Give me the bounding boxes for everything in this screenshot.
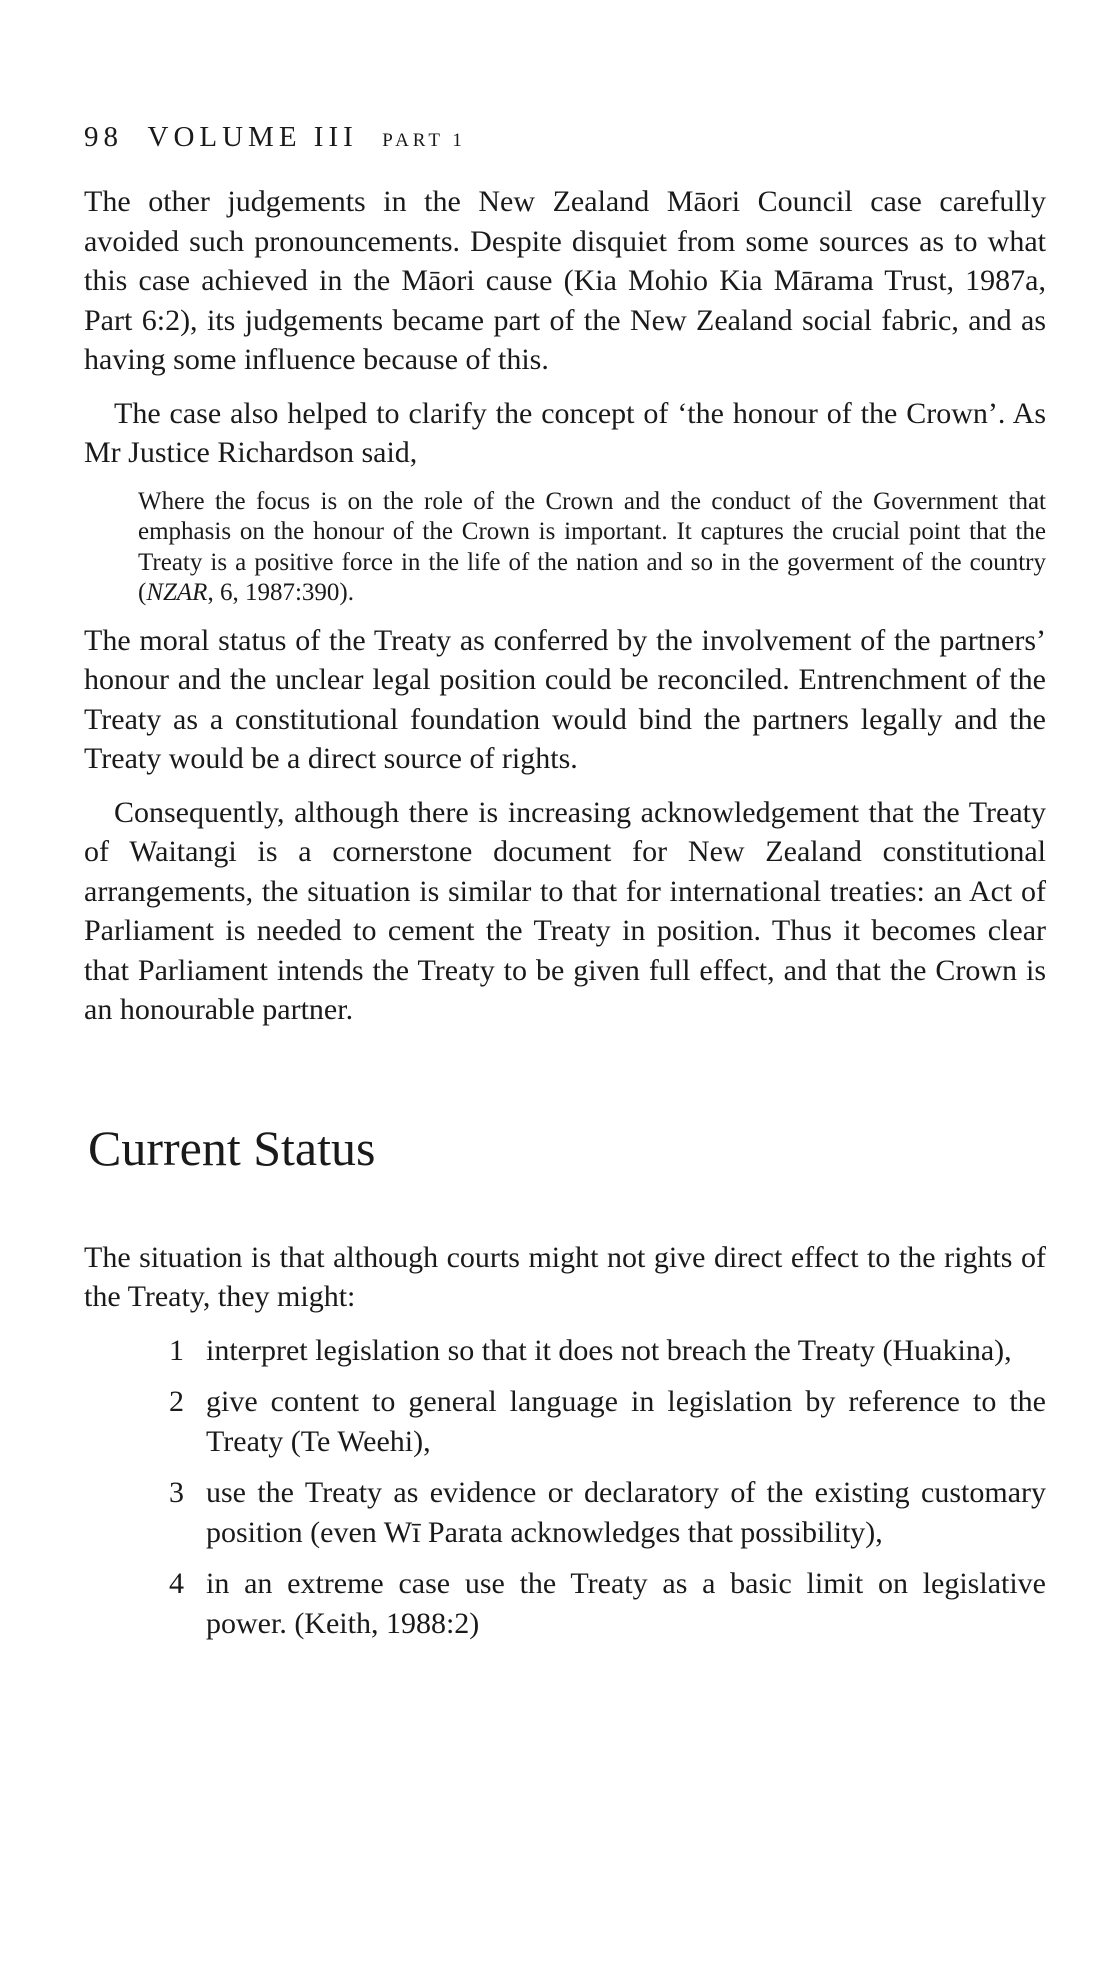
list-item-number: 2 (169, 1385, 184, 1418)
list-item (84, 1382, 1046, 1461)
running-head (84, 118, 1046, 160)
quote-text: Where the focus is on the role of the Crown and the conduct of the Government that emphasis on the honour of the Crown is important. It captures the crucial point that the Treaty is a positive force in the life of the nation and so in the goverment of the country ( (138, 487, 1046, 606)
page-number: 98 (84, 121, 123, 153)
list-item-text: in an extreme case use the Treaty as a basic limit on legislative power. (Keith, 1988:2) (206, 1567, 1046, 1640)
list-item (84, 1473, 1046, 1552)
list-item-number: 1 (169, 1333, 184, 1367)
volume-label: VOLUME III (147, 121, 358, 153)
paragraph-3: The moral status of the Treaty as conferred by the involvement of the partners’ honour and the unclear legal position could be reconciled. Entrenchment of the Treaty as a constitutional foundation would bind the partners legally and the Treaty would be a direct source of rights. (84, 623, 1046, 775)
section-heading: Current Status (88, 1119, 376, 1176)
part-label: PART 1 (382, 130, 466, 151)
quote-citation-italic: NZAR (146, 579, 208, 606)
list-item-number: 4 (169, 1567, 184, 1600)
paragraph-1: The other judgements in the New Zealand Māori Council case carefully avoided such pronouncements. Despite disquiet from some sources as to what this case achieved in the Māori cause (Kia Mohio Kia Mārama Trust, 1987a, Part 6:2), its judgements became part of the New Zealand social fabric, and as having some influence because of this. (84, 185, 1046, 376)
paragraph-4: Consequently, although there is increasing acknowledgement that the Treaty of Waitangi is a cornerstone document for New Zealand constitutional arrangements, the situation is similar to that for international treaties: an Act of Parliament is needed to cement the Treaty in position. Thus it becomes clear that Parliament intends the Treaty to be given full effect, and that the Crown is an honourable partner. (84, 795, 1046, 1026)
paragraph-2: The case also helped to clarify the concept of ‘the honour of the Crown’. As Mr Justice Richardson said, (84, 396, 1046, 469)
list-item-number: 3 (169, 1476, 184, 1509)
list-item-text: interpret legislation so that it does not breach the Treaty (Huakina), (206, 1333, 1012, 1367)
block-quote (138, 487, 1046, 609)
section-intro: The situation is that although courts might not give direct effect to the rights of the Treaty, they might: (84, 1240, 1046, 1313)
page (84, 118, 1046, 1655)
list-item-text: give content to general language in legislation by reference to the Treaty (Te Weehi), (206, 1385, 1046, 1458)
numbered-list (84, 1331, 1046, 1644)
list-item-text: use the Treaty as evidence or declaratory of the existing customary position (even Wī Parata acknowledges that possibility), (206, 1476, 1046, 1549)
quote-citation-rest: , 6, 1987:390). (207, 579, 354, 606)
list-item (84, 1564, 1046, 1643)
list-item (84, 1331, 1046, 1371)
